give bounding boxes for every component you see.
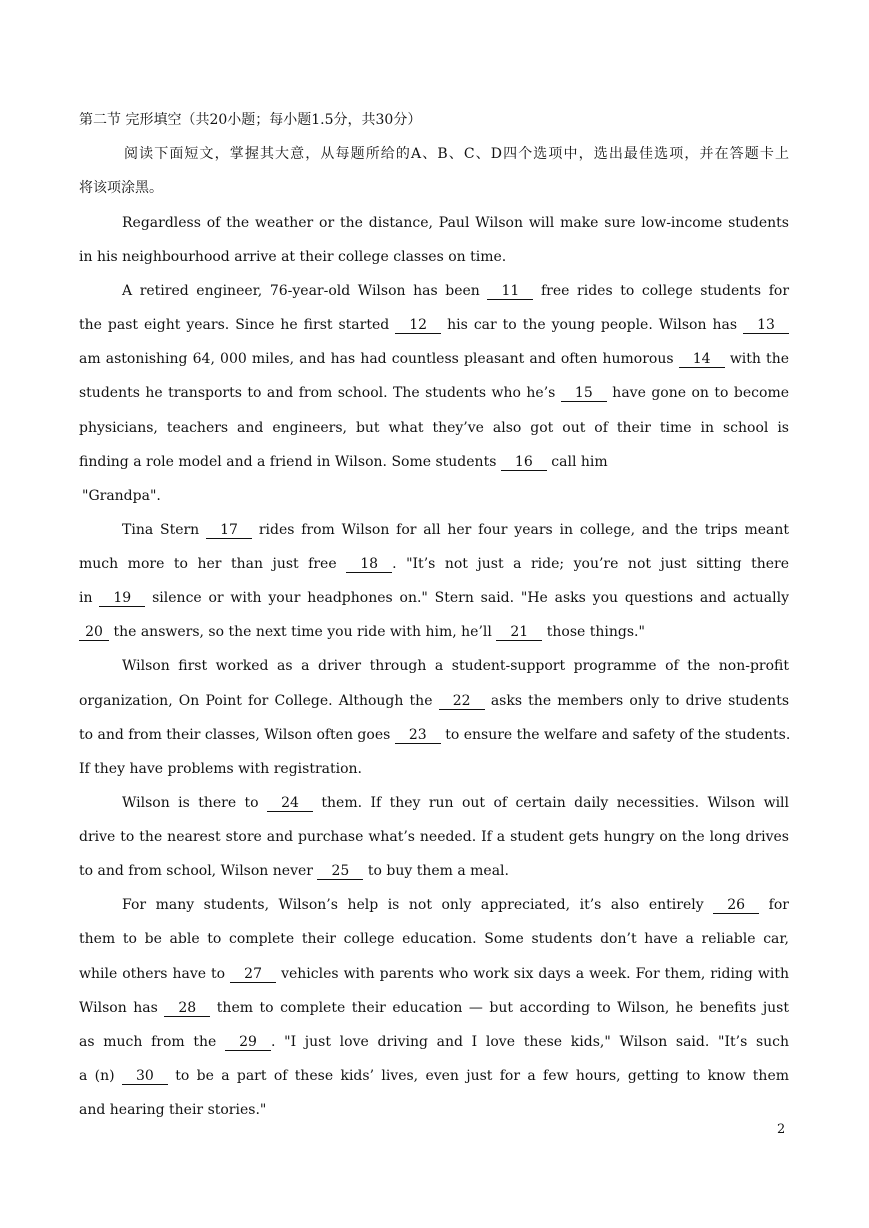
passage-line	[122, 213, 789, 233]
passage-text: and hearing their stories."	[79, 1102, 267, 1118]
section-heading: 第二节 完形填空（共20小题；每小题1.5分，共30分）	[79, 112, 422, 128]
blank-23: 23	[395, 727, 441, 744]
passage-text: to and from their classes, Wilson often goes	[79, 727, 395, 743]
passage-text: physicians, teachers and engineers, but what they’ve also got out of their time in school is	[79, 420, 789, 436]
passage-text: silence or with your headphones on." Stern said. "He asks you questions and actually	[145, 590, 789, 606]
passage-text: Wilson is there to	[122, 795, 267, 811]
passage-line	[79, 998, 789, 1018]
passage-text: to and from school, Wilson never	[79, 863, 318, 879]
passage-text: to be a part of these kids’ lives, even just for a few hours, getting to know them	[167, 1068, 790, 1084]
passage-text: A retired engineer, 76-year-old Wilson has been	[122, 283, 488, 299]
passage-line	[79, 349, 789, 369]
page-number: 2	[777, 1122, 786, 1137]
passage-line	[122, 520, 789, 540]
passage-line	[79, 1100, 789, 1120]
passage-text: much more to her than just free	[79, 556, 347, 572]
passage-line	[79, 1032, 789, 1052]
blank-11: 11	[487, 283, 533, 300]
passage-text: in his neighbourhood arrive at their college classes on time.	[79, 249, 507, 265]
passage-line	[79, 827, 789, 847]
blank-29: 29	[225, 1034, 271, 1051]
blank-12: 12	[395, 317, 441, 334]
blank-20: 20	[79, 624, 109, 641]
passage-text: as much from the	[79, 1034, 225, 1050]
passage-text: am astonishing 64, 000 miles, and has had countless pleasant and often humorous	[79, 351, 679, 367]
passage-text: call him	[546, 454, 608, 470]
passage-text: Wilson has	[79, 1000, 165, 1016]
passage-line	[122, 895, 789, 915]
passage-text: finding a role model and a friend in Wilson. Some students	[79, 454, 501, 470]
blank-17: 17	[206, 522, 252, 539]
passage-text: drive to the nearest store and purchase what’s needed. If a student gets hungry on the long drives	[79, 829, 789, 845]
passage-text: asks the members only to drive students	[484, 693, 790, 709]
passage-text: organization, On Point for College. Although the	[79, 693, 439, 709]
instruction-line-2: 将该项涂黑。	[79, 180, 163, 196]
passage-text: . "It’s not just a ride; you’re not just sitting there	[392, 556, 789, 572]
passage-line	[79, 554, 789, 574]
passage-text: for	[759, 897, 789, 913]
passage-line	[79, 588, 789, 608]
blank-19: 19	[99, 590, 145, 607]
passage-text: Regardless of the weather or the distance, Paul Wilson will make sure low-income students	[122, 215, 789, 231]
instruction-line-1: 阅读下面短文，掌握其大意，从每题所给的A、B、C、D四个选项中，选出最佳选项，并在答题卡上	[124, 146, 789, 162]
passage-text: them to be able to complete their college education. Some students don’t have a reliable car,	[79, 931, 789, 947]
passage-line	[79, 1066, 789, 1086]
passage-text: vehicles with parents who work six days a week. For them, riding with	[276, 966, 789, 982]
passage-text: a (n)	[79, 1068, 122, 1084]
passage-text: his car to the young people. Wilson has	[441, 317, 743, 333]
passage-text: If they have problems with registration.	[79, 761, 362, 777]
passage-text: Wilson first worked as a driver through a student-support programme of the non-profit	[122, 658, 789, 674]
passage-text: rides from Wilson for all her four years in college, and the trips meant	[252, 522, 789, 538]
passage-text: students he transports to and from school. The students who he’s	[79, 385, 561, 401]
blank-24: 24	[267, 795, 313, 812]
passage-line	[79, 861, 789, 881]
passage-line	[79, 964, 789, 984]
passage-line	[79, 759, 789, 779]
passage-text: . "I just love driving and I love these kids," Wilson said. "It’s such	[270, 1034, 790, 1050]
passage-text: while others have to	[79, 966, 231, 982]
passage-text: to ensure the welfare and safety of the students.	[440, 727, 791, 743]
passage-line	[79, 725, 789, 745]
passage-text: Tina Stern	[122, 522, 207, 538]
passage-text: them to complete their education — but according to Wilson, he benefits just	[210, 1000, 789, 1016]
passage-line	[122, 281, 789, 301]
passage-text: the answers, so the next time you ride with him, he’ll	[109, 624, 497, 640]
blank-25: 25	[317, 863, 363, 880]
passage-text: free rides to college students for	[533, 283, 790, 299]
blank-21: 21	[496, 624, 542, 641]
passage-line	[82, 486, 792, 506]
blank-26: 26	[713, 897, 759, 914]
passage-text: in	[79, 590, 100, 606]
passage-line	[79, 418, 789, 438]
passage-text: have gone on to become	[606, 385, 790, 401]
passage-text: "Grandpa".	[82, 488, 161, 504]
passage-line	[79, 247, 789, 267]
passage-line	[122, 656, 789, 676]
passage-text: to buy them a meal.	[363, 863, 509, 879]
blank-13: 13	[743, 317, 789, 334]
blank-28: 28	[164, 1000, 210, 1017]
passage-line	[79, 383, 789, 403]
blank-15: 15	[561, 385, 607, 402]
passage-line	[79, 452, 789, 472]
passage-text: the past eight years. Since he first started	[79, 317, 396, 333]
passage-text: those things."	[542, 624, 645, 640]
passage-text: For many students, Wilson’s help is not only appreciated, it’s also entirely	[122, 897, 714, 913]
passage-line	[79, 929, 789, 949]
blank-18: 18	[346, 556, 392, 573]
blank-22: 22	[439, 693, 485, 710]
passage-line	[79, 315, 789, 335]
blank-27: 27	[230, 966, 276, 983]
passage-line	[122, 793, 789, 813]
passage-text: them. If they run out of certain daily necessities. Wilson will	[313, 795, 790, 811]
passage-text: with the	[724, 351, 789, 367]
blank-30: 30	[122, 1068, 168, 1085]
passage-line	[79, 622, 789, 642]
passage-line	[79, 691, 789, 711]
blank-14: 14	[679, 351, 725, 368]
blank-16: 16	[501, 454, 547, 471]
